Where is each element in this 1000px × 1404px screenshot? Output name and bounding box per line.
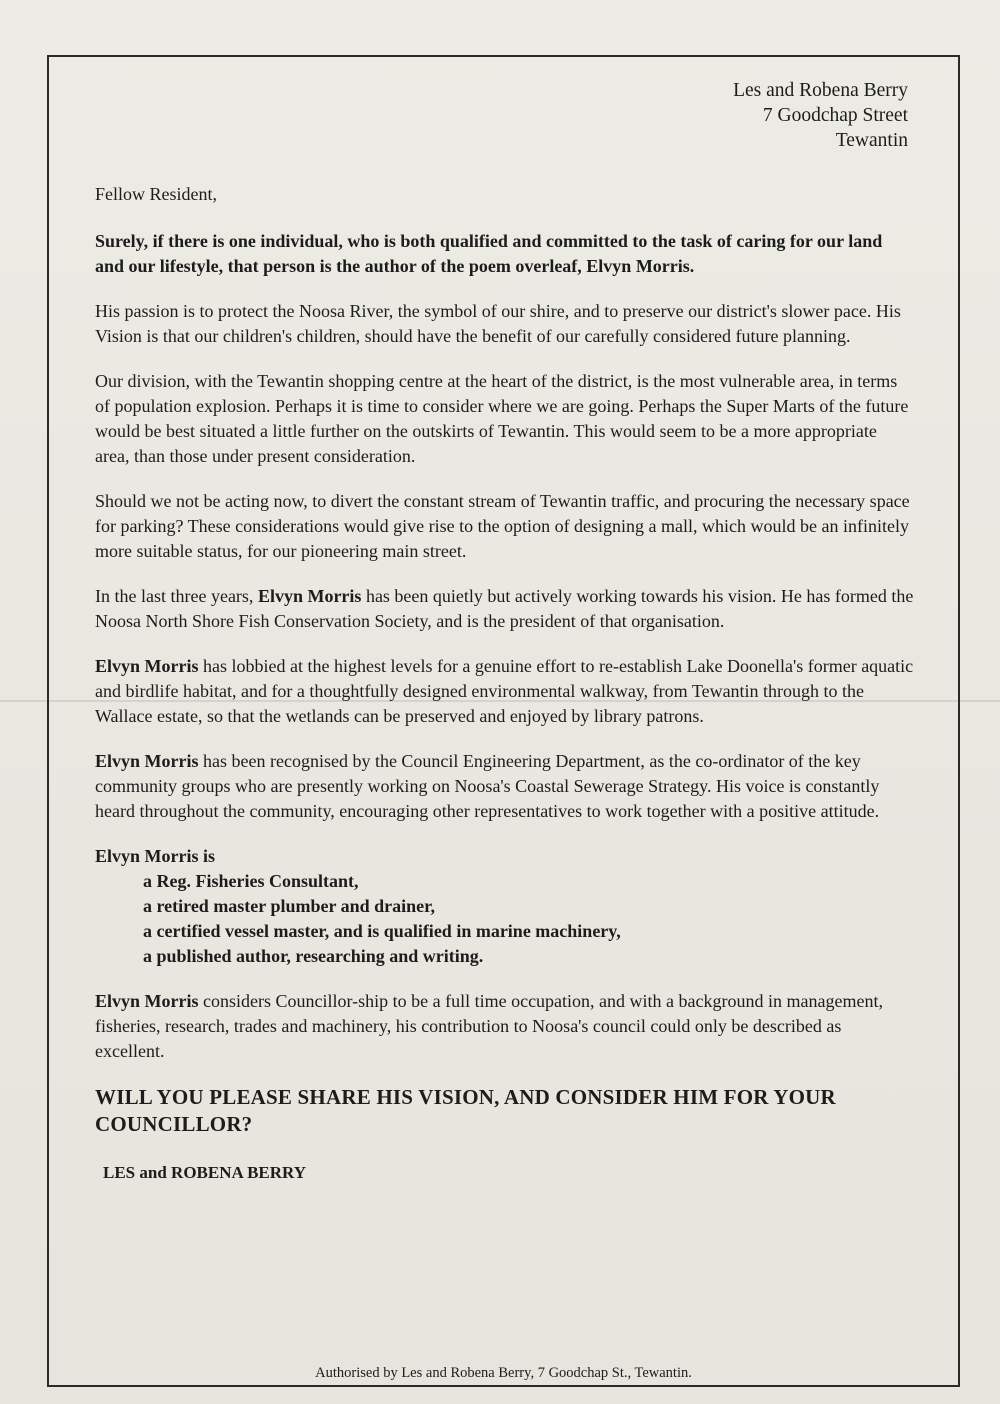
authorisation-footer: Authorised by Les and Robena Berry, 7 Goodchap St., Tewantin. xyxy=(315,1365,692,1381)
sender-address xyxy=(733,78,908,153)
paragraph-text: has lobbied at the highest levels for a genuine effort to re-establish Lake Doonella's former aquatic and birdlife habitat, and for a thoughtfully designed environmental walkway, from Tewantin through to the Wallace estate, so that the wetlands can be preserved and enjoyed by library patrons. xyxy=(95,656,914,726)
candidate-name: Elvyn Morris xyxy=(95,991,199,1011)
qualifications-list xyxy=(95,844,915,969)
qualification-item: a certified vessel master, and is qualified in marine machinery, xyxy=(143,921,621,941)
lobbying-paragraph xyxy=(95,654,915,729)
sender-street: 7 Goodchap Street xyxy=(762,105,908,126)
three-years-paragraph xyxy=(95,584,915,634)
candidate-name: Elvyn Morris xyxy=(95,656,199,676)
passion-paragraph: His passion is to protect the Noosa River, the symbol of our shire, and to preserve our district's slower pace. His Vision is that our children's children, should have the benefit of our carefully considered future planning. xyxy=(95,301,901,346)
letter-body xyxy=(95,182,915,1185)
sender-names: Les and Robena Berry xyxy=(733,80,908,101)
qualification-item: a Reg. Fisheries Consultant, xyxy=(143,871,359,891)
qualifications-heading: Elvyn Morris is xyxy=(95,846,215,866)
traffic-paragraph: Should we not be acting now, to divert the constant stream of Tewantin traffic, and procuring the necessary space for parking? These considerations would give rise to the option of designing a mall, which would be an infinitely more suitable status, for our pioneering main street. xyxy=(95,491,910,561)
paragraph-text: considers Councillor-ship to be a full time occupation, and with a background in management, fisheries, research, trades and machinery, his contribution to Noosa's council could only be described as excellent. xyxy=(95,991,883,1061)
councillorship-paragraph xyxy=(95,989,915,1064)
division-paragraph: Our division, with the Tewantin shopping centre at the heart of the district, is the most vulnerable area, in terms of population explosion. Perhaps it is time to consider where we are going. Perhaps the Super Marts of the future would be best situated a little further on the outskirts of Tewantin. This would seem to be a more appropriate area, than those under present consideration. xyxy=(95,371,909,466)
qualification-item: a published author, researching and writing. xyxy=(143,946,484,966)
paragraph-text: has been recognised by the Council Engineering Department, as the co-ordinator of the key community groups who are presently working on Noosa's Coastal Sewerage Strategy. His voice is constantly heard throughout the community, encouraging other representatives to work together with a positive attitude. xyxy=(95,751,880,821)
paragraph-lead: In the last three years, xyxy=(95,586,258,606)
candidate-name: Elvyn Morris xyxy=(257,586,362,606)
closing-appeal: WILL YOU PLEASE SHARE HIS VISION, AND CONSIDER HIM FOR YOUR COUNCILLOR? xyxy=(95,1085,836,1136)
greeting: Fellow Resident, xyxy=(95,184,217,204)
recognition-paragraph xyxy=(95,749,915,824)
sender-town: Tewantin xyxy=(835,130,908,151)
signature-line: LES and ROBENA BERRY xyxy=(103,1163,306,1182)
candidate-name: Elvyn Morris xyxy=(95,751,199,771)
intro-paragraph: Surely, if there is one individual, who is both qualified and committed to the task of caring for our land and our lifestyle, that person is the author of the poem overleaf, Elvyn Morris. xyxy=(95,231,883,276)
qualification-item: a retired master plumber and drainer, xyxy=(143,896,435,916)
paragraph-text: has been quietly but actively working towards his vision. He has formed the Noosa North Shore Fish Conservation Society, and is the president of that organisation. xyxy=(95,586,914,631)
